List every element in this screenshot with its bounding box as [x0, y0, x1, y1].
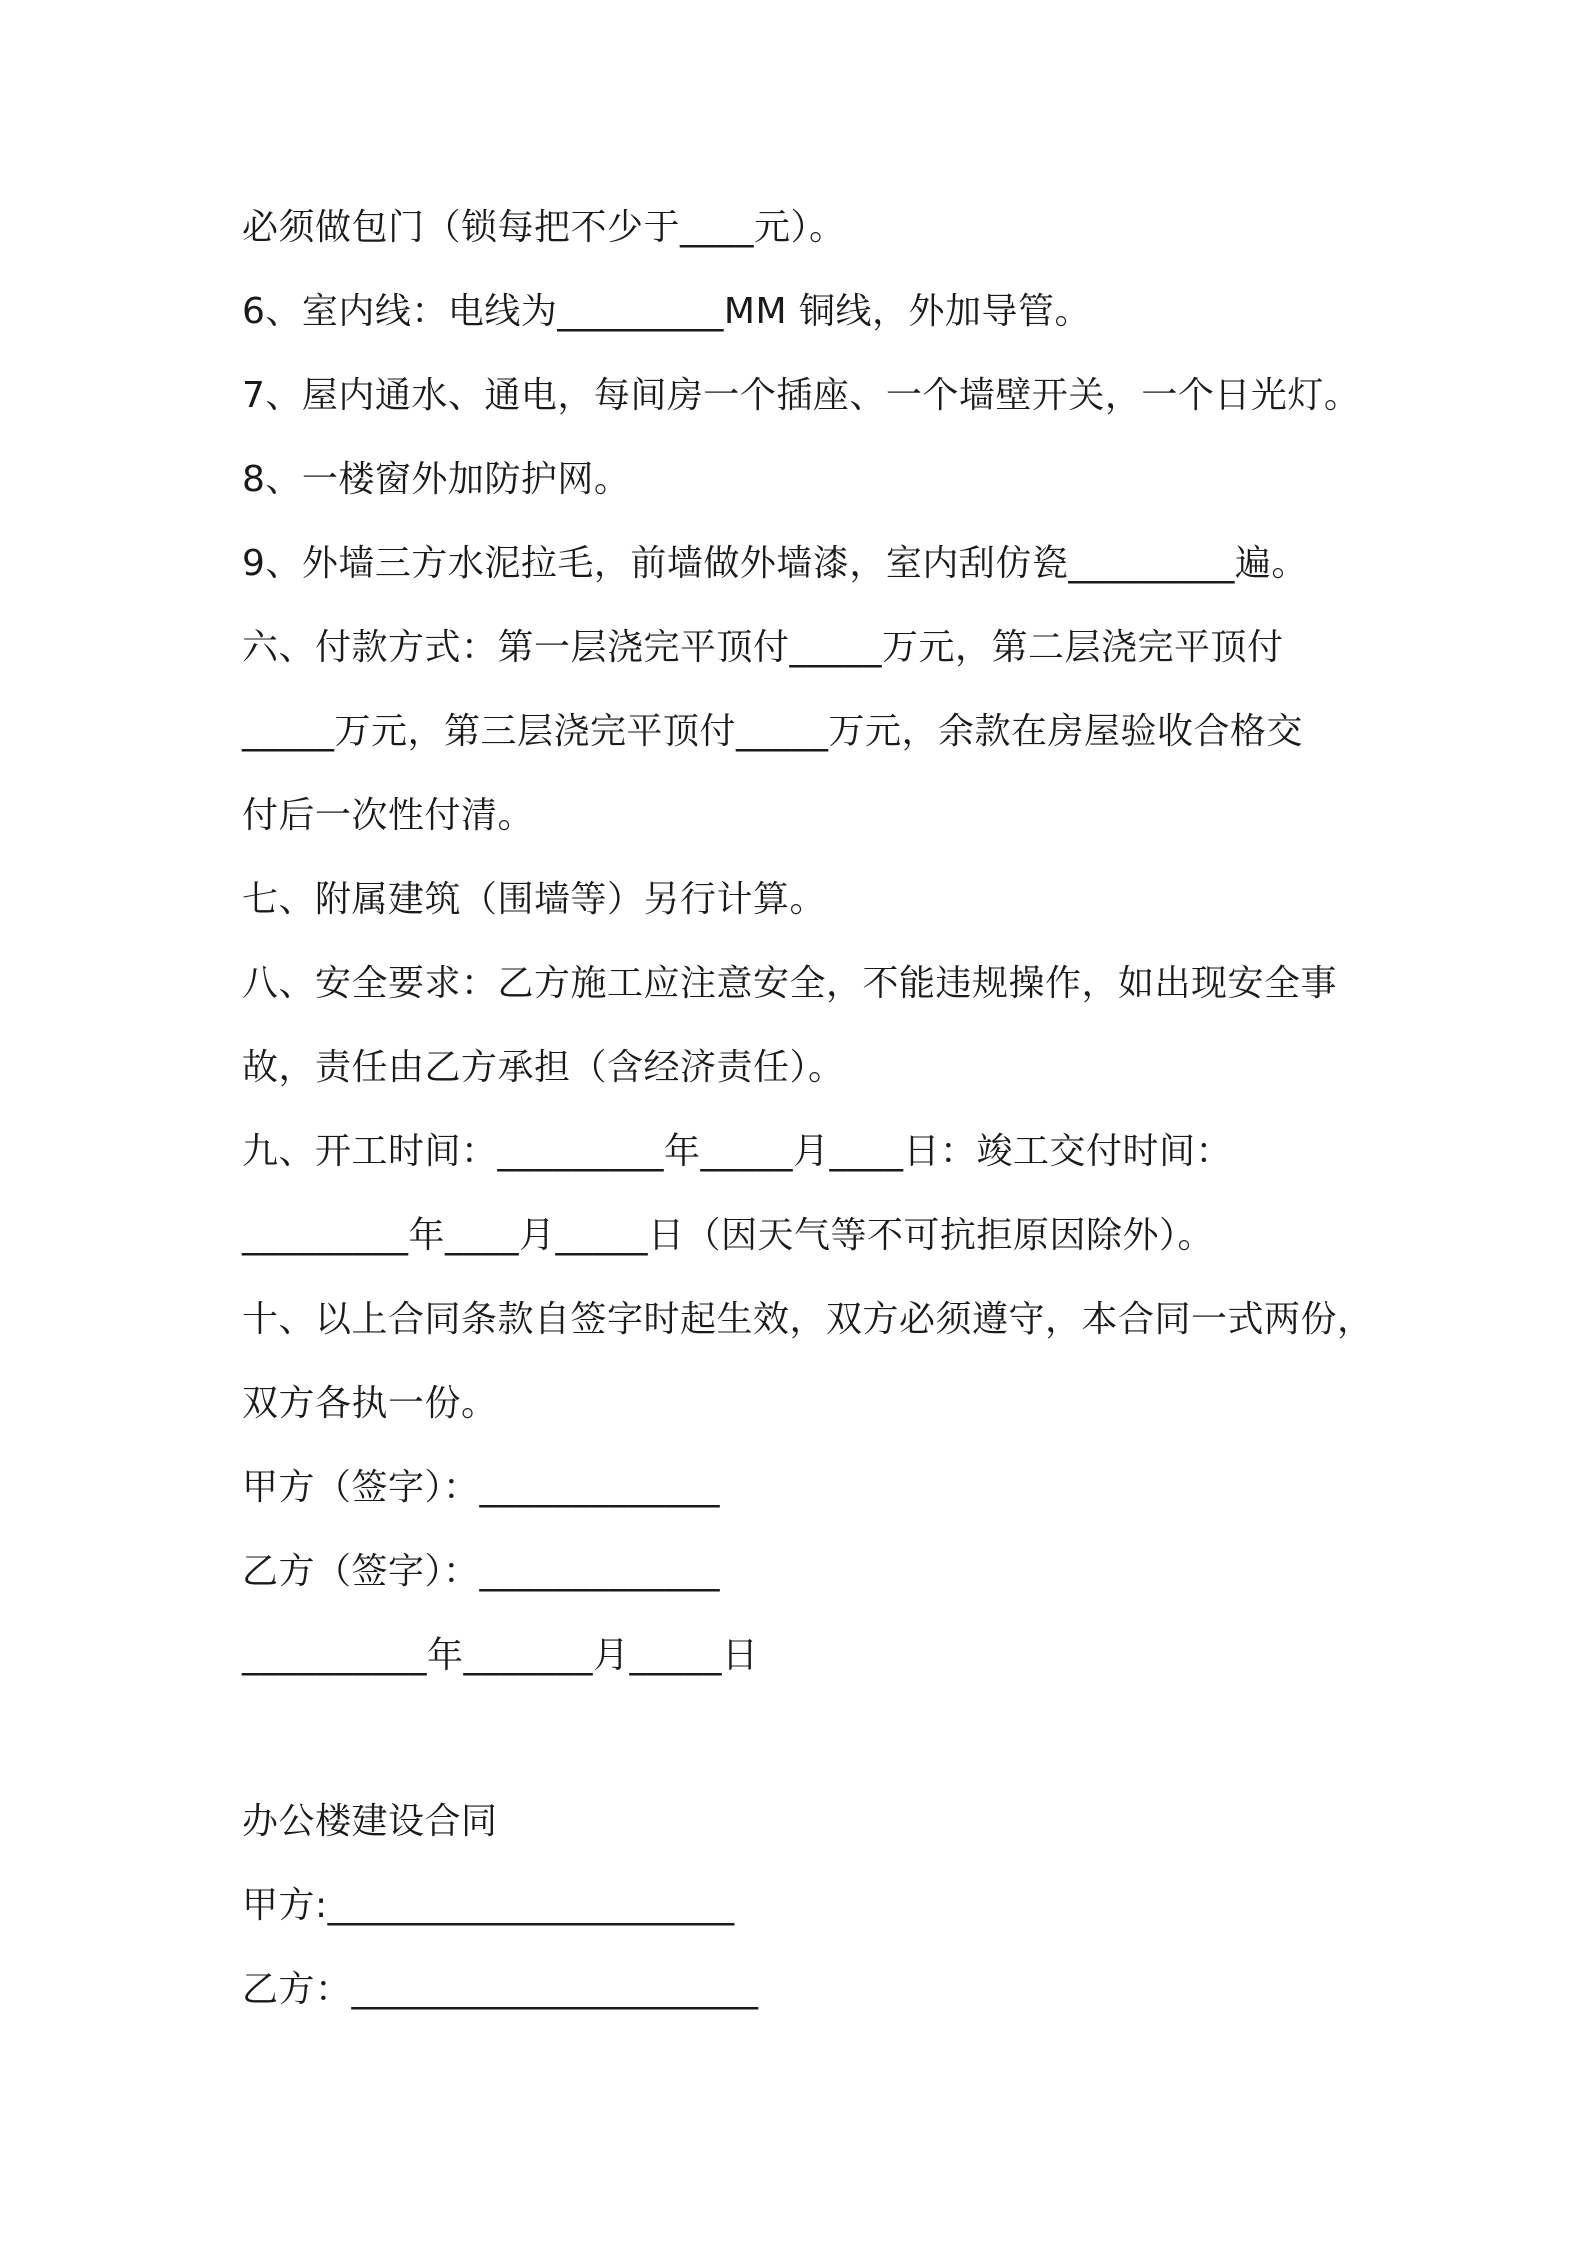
section-6-payment-cont: _____万元，第三层浇完平顶付_____万元，余款在房屋验收合格交 [242, 711, 1304, 752]
clause-7-utilities: 7、屋内通水、通电，每间房一个插座、一个墙壁开关，一个日光灯。 [242, 375, 1361, 416]
party-a-field: 甲方:______________________ [242, 1885, 735, 1926]
section-10-effect-cont: 双方各执一份。 [242, 1383, 498, 1424]
section-6-payment-end: 付后一次性付清。 [242, 795, 535, 836]
party-a-signature: 甲方（签字）：_____________ [242, 1467, 721, 1508]
section-10-effect: 十、以上合同条款自签字时起生效，双方必须遵守，本合同一式两份， [242, 1299, 1374, 1340]
section-9-schedule: 九、开工时间：_________年_____月____日：竣工交付时间： [242, 1131, 1233, 1172]
section-8-safety: 八、安全要求：乙方施工应注意安全，不能违规操作，如出现安全事 [242, 963, 1338, 1004]
signature-date: __________年_______月_____日 [242, 1635, 759, 1676]
party-b-field: 乙方：______________________ [242, 1969, 759, 2010]
section-8-safety-cont: 故，责任由乙方承担（含经济责任）。 [242, 1047, 845, 1088]
party-b-signature: 乙方（签字）：_____________ [242, 1551, 721, 1592]
section-6-payment: 六、付款方式：第一层浇完平顶付_____万元，第二层浇完平顶付 [242, 627, 1284, 668]
clause-9-wall-finish: 9、外墙三方水泥拉毛，前墙做外墙漆，室内刮仿瓷_________遍。 [242, 543, 1308, 584]
contract-title: 办公楼建设合同 [242, 1801, 498, 1842]
section-9-schedule-cont: _________年____月_____日（因天气等不可抗拒原因除外）。 [242, 1215, 1215, 1256]
clause-6-wiring: 6、室内线：电线为_________MM 铜线，外加导管。 [242, 291, 1091, 332]
clause-line-door-lock: 必须做包门（锁每把不少于____元）。 [242, 207, 846, 248]
section-7-auxiliary: 七、附属建筑（围墙等）另行计算。 [242, 879, 827, 920]
clause-8-window-guard: 8、一楼窗外加防护网。 [242, 459, 631, 500]
